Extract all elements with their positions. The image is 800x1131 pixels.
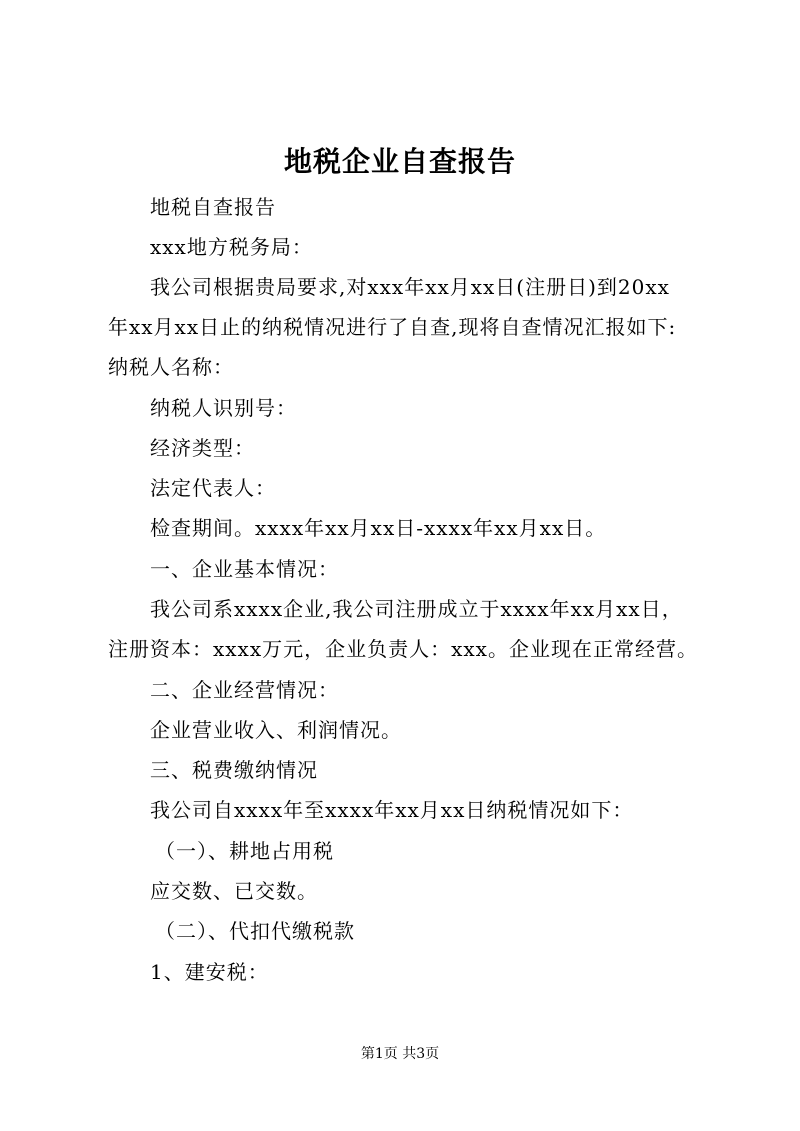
paragraph-line: xxx地方税务局： bbox=[150, 235, 313, 259]
paragraph-line: 纳税人识别号： bbox=[150, 396, 297, 420]
paragraph-line: 经济类型： bbox=[150, 436, 255, 460]
paragraph-line: 法定代表人： bbox=[150, 476, 276, 500]
paragraph-line: 年xx月xx日止的纳税情况进行了自查,现将自查情况汇报如下: bbox=[108, 315, 677, 339]
paragraph-line: 企业营业收入、利润情况。 bbox=[150, 718, 402, 742]
paragraph-line: 注册资本：xxxx万元，企业负责人：xxx。企业现在正常经营。 bbox=[108, 637, 698, 661]
subsection-heading: （一）、耕地占用税 bbox=[155, 839, 334, 863]
section-heading: 二、企业经营情况： bbox=[150, 678, 339, 702]
document-title: 地税企业自查报告 bbox=[283, 145, 516, 178]
subsection-heading: （二）、代扣代缴税款 bbox=[155, 919, 355, 943]
paragraph-line: 应交数、已交数。 bbox=[150, 879, 318, 903]
paragraph-line: 我公司自xxxx年至xxxx年xx月xx日纳税情况如下： bbox=[150, 798, 634, 822]
paragraph-line: 我公司系xxxx企业,我公司注册成立于xxxx年xx月xx日， bbox=[150, 597, 683, 621]
list-item: 1、建安税： bbox=[150, 960, 269, 984]
paragraph-line: 地税自查报告 bbox=[150, 195, 276, 219]
section-heading: 三、税费缴纳情况 bbox=[150, 758, 318, 782]
page-indicator: 第1页 共3页 bbox=[360, 1046, 440, 1062]
paragraph-line: 纳税人名称： bbox=[108, 355, 234, 379]
paragraph-line: 我公司根据贵局要求,对xxx年xx月xx日(注册日)到20xx bbox=[150, 275, 670, 299]
paragraph-line: 检查期间。xxxx年xx月xx日-xxxx年xx月xx日。 bbox=[150, 516, 607, 540]
section-heading: 一、企业基本情况： bbox=[150, 557, 339, 581]
